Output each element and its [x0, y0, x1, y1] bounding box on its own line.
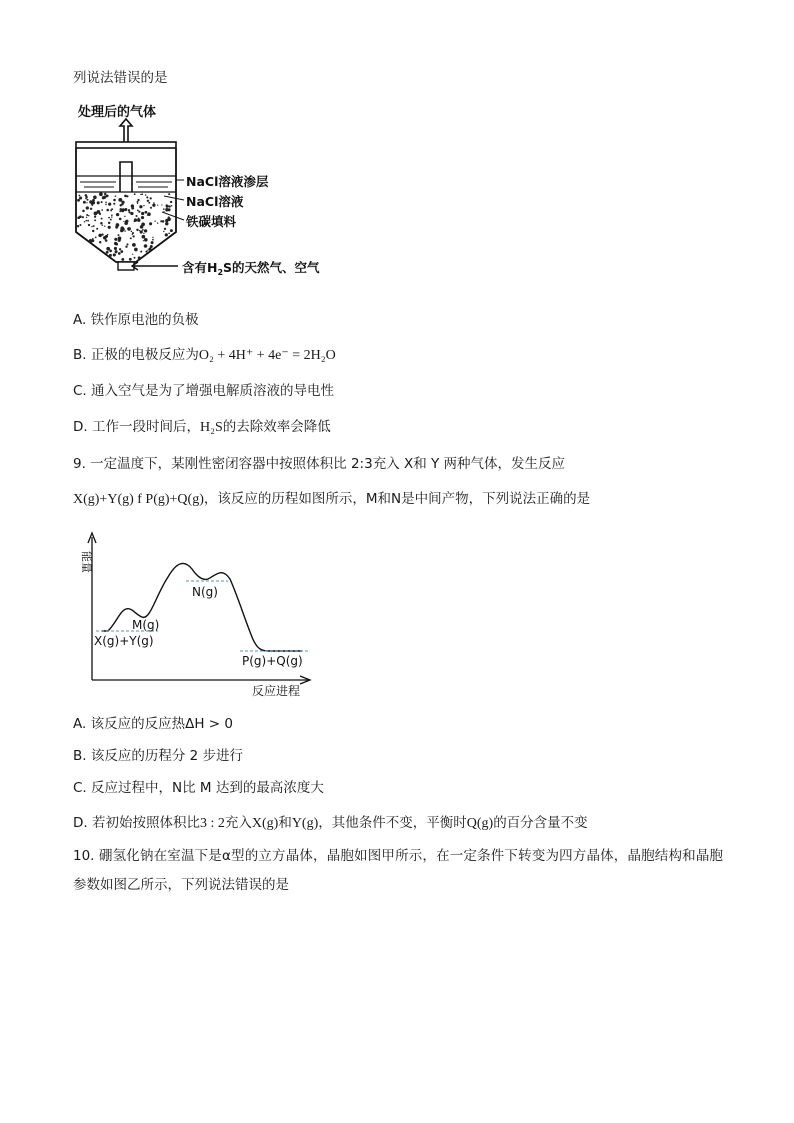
- q8-b-formula: O₂ + 4H⁺ + 4e⁻ = 2H₂O: [198, 348, 336, 363]
- label-reactants: X(g)+Y(g): [94, 634, 154, 648]
- figure1-top-label: 处理后的气体: [78, 105, 157, 120]
- q8-option-d: D. 工作一段时间后，H₂S的去除效率会降低: [73, 419, 331, 435]
- intro-line: 列说法错误的是: [73, 70, 168, 86]
- figure1-solution-label: NaCl溶液: [186, 194, 244, 209]
- q9-stem-line2: X(g)+Y(g) f P(g)+Q(g)，该反应的历程如图所示，M和N是中间产物，下列说法正确的是: [73, 491, 591, 507]
- label-intermediate-N: N(g): [192, 585, 218, 599]
- q9-option-d: D. 若初始按照体积比3 : 2充入X(g)和Y(g)，其他条件不变，平衡时Q(g)的百分含量不变: [73, 815, 588, 831]
- q9-stem-line1: 9. 一定温度下，某刚性密闭容器中按照体积比 2:3充入 X和 Y 两种气体，发生反应: [73, 456, 566, 472]
- energy-profile-figure: [68, 525, 318, 700]
- q9-option-c: C. 反应过程中，N比 M 达到的最高浓度大: [73, 780, 324, 796]
- iron-carbon-filler: [77, 192, 173, 261]
- q8-option-b: B. 正极的电极反应为O₂ + 4H⁺ + 4e⁻ = 2H₂O: [73, 347, 336, 363]
- figure1-layer-label: NaCl溶液渗层: [186, 174, 269, 189]
- label-products: P(g)+Q(g): [242, 654, 303, 668]
- q8-option-a: A. 铁作原电池的负极: [73, 312, 199, 328]
- q8-option-c: C. 通入空气是为了增强电解质溶液的导电性: [73, 383, 335, 399]
- apparatus-figure: [68, 100, 348, 290]
- q9-option-a: A. 该反应的反应热ΔH > 0: [73, 716, 233, 732]
- q9-option-b: B. 该反应的历程分 2 步进行: [73, 748, 244, 764]
- figure1-inlet-label: 含有$H_2S$的天然气、空气: [182, 260, 320, 277]
- label-intermediate-M: M(g): [132, 618, 160, 632]
- figure2-xlabel: 反应进程: [252, 684, 301, 698]
- q10-stem: 10. 硼氢化钠在室温下是α型的立方晶体，晶胞如图甲所示，在一定条件下转变为四方晶体，晶胞结构和晶胞参数如图乙所示，下列说法错误的是: [73, 848, 723, 893]
- figure1-filler-label: 铁碳填料: [186, 214, 237, 229]
- figure2-ylabel: 能量: [80, 551, 93, 573]
